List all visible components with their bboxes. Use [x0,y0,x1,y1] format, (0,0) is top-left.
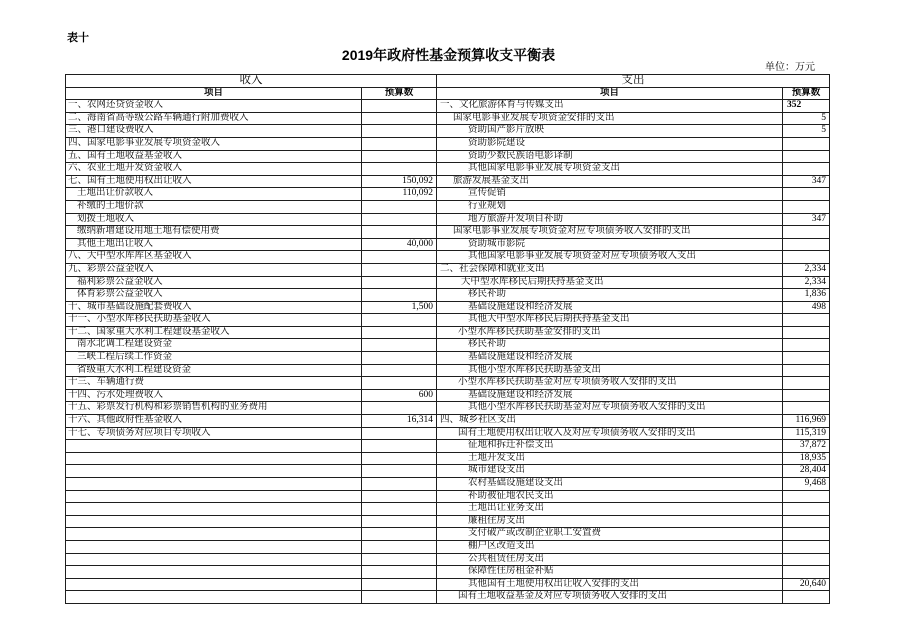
expense-amount [783,541,830,554]
expense-item: 宣传促销 [437,188,783,201]
expense-item: 土地开发支出 [437,453,783,466]
expense-amount: 28,404 [783,465,830,478]
income-item [66,528,362,541]
table-row [66,113,830,126]
expense-item: 国家电影事业发展专项资金对应专项债务收入安排的支出 [437,226,783,239]
expense-item: 其他国家电影事业发展专项资金支出 [437,163,783,176]
table-row [66,503,830,516]
table-row [66,163,830,176]
expense-amount [783,566,830,579]
income-item: 十一、小型水库移民扶助基金收入 [66,314,362,327]
table-row [66,138,830,151]
income-item [66,453,362,466]
expense-item: 国有土地使用权出让收入及对应专项债务收入安排的支出 [437,428,783,441]
expense-item: 行业规划 [437,201,783,214]
income-amount: 600 [362,390,437,403]
income-amount [362,516,437,529]
table-row [66,554,830,567]
income-item: 三、港口建设费收入 [66,125,362,138]
income-item: 十三、车辆通行费 [66,377,362,390]
income-amount [362,554,437,567]
table-row [66,390,830,403]
table-row [66,566,830,579]
expense-amount: 347 [783,214,830,227]
table-row [66,188,830,201]
income-amount [362,453,437,466]
expense-amount [783,503,830,516]
income-amount [362,579,437,592]
budget-table [65,74,830,604]
table-row [66,239,830,252]
income-amount [362,138,437,151]
income-item: 其他土地出让收入 [66,239,362,252]
income-item: 十七、专项债务对应项目专项收入 [66,428,362,441]
table-row [66,289,830,302]
table-row [66,465,830,478]
expense-item: 资助影院建设 [437,138,783,151]
expense-item: 四、城乡社区支出 [437,415,783,428]
table-row [66,277,830,290]
income-item: 土地出让价款收入 [66,188,362,201]
income-amount [362,465,437,478]
expense-amount [783,377,830,390]
table-row [66,591,830,604]
expense-amount [783,251,830,264]
income-item [66,503,362,516]
income-amount [362,528,437,541]
income-amount [362,478,437,491]
unit-label: 单位：万元 [765,62,815,73]
income-item: 三峡工程后续工作资金 [66,352,362,365]
expense-item: 基础设施建设和经济发展 [437,352,783,365]
expense-item: 移民补助 [437,339,783,352]
table-row [66,176,830,189]
table-row [66,365,830,378]
income-item [66,554,362,567]
table-row [66,352,830,365]
income-amount [362,151,437,164]
expense-item: 其他国有土地使用权出让收入安排的支出 [437,579,783,592]
table-row [66,528,830,541]
income-amount: 110,092 [362,188,437,201]
income-amount: 1,500 [362,302,437,315]
table-row [66,214,830,227]
expense-item: 城市建设支出 [437,465,783,478]
income-amount [362,277,437,290]
expense-item: 小型水库移民扶助基金对应专项债务收入安排的支出 [437,377,783,390]
income-item: 十、城市基础设施配套费收入 [66,302,362,315]
expense-amount: 498 [783,302,830,315]
expense-amount [783,226,830,239]
expense-item: 支付破产或改制企业职工安置费 [437,528,783,541]
expense-item: 一、文化旅游体育与传媒支出 [437,100,783,113]
income-amount [362,566,437,579]
expense-item: 小型水库移民扶助基金安排的支出 [437,327,783,340]
table-row [66,415,830,428]
expense-item: 征地和拆迁补偿支出 [437,440,783,453]
expense-amount [783,390,830,403]
income-item [66,465,362,478]
table-row [66,491,830,504]
expense-item: 其他小型水库移民扶助基金对应专项债务收入安排的支出 [437,402,783,415]
income-item: 补缴的土地价款 [66,201,362,214]
income-item [66,566,362,579]
expense-amount: 1,836 [783,289,830,302]
table-row [66,151,830,164]
expense-amount [783,239,830,252]
column-header-row [66,88,830,101]
income-amount [362,214,437,227]
expense-amount: 20,640 [783,579,830,592]
expense-amount [783,138,830,151]
income-amount [362,365,437,378]
income-amount [362,402,437,415]
table-row [66,541,830,554]
income-item: 六、农业土地开发资金收入 [66,163,362,176]
table-row [66,478,830,491]
income-item [66,478,362,491]
expense-item: 棚户区改造支出 [437,541,783,554]
table-row [66,428,830,441]
expense-item: 二、社会保障和就业支出 [437,264,783,277]
income-item: 体育彩票公益金收入 [66,289,362,302]
expense-item: 公共租赁住房支出 [437,554,783,567]
expense-item: 农村基础设施建设支出 [437,478,783,491]
income-item: 十二、国家重大水利工程建设基金收入 [66,327,362,340]
income-item: 省级重大水利工程建设资金 [66,365,362,378]
expense-amount [783,491,830,504]
table-label: 表十 [67,32,89,44]
expense-amount: 5 [783,125,830,138]
expense-amount [783,314,830,327]
table-row [66,453,830,466]
table-row [66,402,830,415]
table-row [66,226,830,239]
income-amount [362,327,437,340]
income-amount [362,100,437,113]
expense-item: 基础设施建设和经济发展 [437,390,783,403]
income-amount-header: 预算数 [362,88,437,101]
expense-item: 其他大中型水库移民后期扶持基金支出 [437,314,783,327]
table-row [66,327,830,340]
income-item: 九、彩票公益金收入 [66,264,362,277]
table-row [66,314,830,327]
expense-amount: 2,334 [783,277,830,290]
income-amount [362,264,437,277]
expense-item: 地方旅游开发项目补助 [437,214,783,227]
income-amount [362,352,437,365]
income-item: 七、国有土地使用权出让收入 [66,176,362,189]
header-row [66,75,830,88]
income-header: 收入 [66,75,437,88]
expense-amount [783,516,830,529]
expense-amount: 116,969 [783,415,830,428]
income-amount [362,377,437,390]
expense-amount: 9,468 [783,478,830,491]
expense-item: 资助少数民族语电影译制 [437,151,783,164]
table-row [66,440,830,453]
expense-amount [783,163,830,176]
income-item [66,579,362,592]
table-row [66,264,830,277]
expense-amount: 5 [783,113,830,126]
income-amount [362,314,437,327]
table-row [66,201,830,214]
expense-item: 其他小型水库移民扶助基金支出 [437,365,783,378]
expense-item: 国有土地收益基金及对应专项债务收入安排的支出 [437,591,783,604]
income-item-header: 项目 [66,88,362,101]
expense-amount: 18,935 [783,453,830,466]
expense-item: 土地出让业务支出 [437,503,783,516]
income-amount [362,428,437,441]
income-item: 十四、污水处理费收入 [66,390,362,403]
table-row [66,377,830,390]
expense-item: 资助国产影片放映 [437,125,783,138]
income-amount [362,163,437,176]
table-row [66,579,830,592]
expense-amount: 352 [783,100,830,113]
expense-amount [783,528,830,541]
income-item [66,591,362,604]
income-amount [362,226,437,239]
income-item [66,541,362,554]
income-item: 划拨土地收入 [66,214,362,227]
income-amount: 150,092 [362,176,437,189]
income-item: 南水北调工程建设资金 [66,339,362,352]
income-amount [362,251,437,264]
expense-item: 保障性住房租金补贴 [437,566,783,579]
income-amount [362,289,437,302]
income-amount: 16,314 [362,415,437,428]
income-item: 十六、其他政府性基金收入 [66,415,362,428]
expense-item: 其他国家电影事业发展专项资金对应专项债务收入支出 [437,251,783,264]
income-amount [362,541,437,554]
table-row [66,125,830,138]
income-item: 五、国有土地收益基金收入 [66,151,362,164]
expense-item: 资助城市影院 [437,239,783,252]
expense-item: 大中型水库移民后期扶持基金支出 [437,277,783,290]
expense-item: 国家电影事业发展专项资金安排的支出 [437,113,783,126]
expense-item: 基础设施建设和经济发展 [437,302,783,315]
income-item: 一、农网还贷资金收入 [66,100,362,113]
income-amount [362,339,437,352]
table-row [66,516,830,529]
income-item: 二、海南省高等级公路车辆通行附加费收入 [66,113,362,126]
expense-amount [783,339,830,352]
expense-item: 移民补助 [437,289,783,302]
expense-amount-header: 预算数 [783,88,830,101]
expense-header: 支出 [437,75,830,88]
income-amount [362,201,437,214]
expense-amount [783,327,830,340]
expense-amount [783,201,830,214]
income-amount [362,125,437,138]
income-item: 八、大中型水库库区基金收入 [66,251,362,264]
income-item [66,440,362,453]
income-amount [362,503,437,516]
income-amount [362,113,437,126]
expense-amount [783,554,830,567]
table-row [66,339,830,352]
expense-amount [783,591,830,604]
expense-amount [783,365,830,378]
income-amount: 40,000 [362,239,437,252]
income-amount [362,591,437,604]
expense-amount: 347 [783,176,830,189]
income-item: 福利彩票公益金收入 [66,277,362,290]
income-item: 十五、彩票发行机构和彩票销售机构的业务费用 [66,402,362,415]
expense-amount [783,352,830,365]
income-amount [362,491,437,504]
income-item: 四、国家电影事业发展专项资金收入 [66,138,362,151]
income-item [66,491,362,504]
expense-item-header: 项目 [437,88,783,101]
expense-item: 旅游发展基金支出 [437,176,783,189]
expense-item: 廉租住房支出 [437,516,783,529]
expense-amount: 37,872 [783,440,830,453]
expense-item: 补助被征地农民支出 [437,491,783,504]
expense-amount: 2,334 [783,264,830,277]
income-amount [362,440,437,453]
table-row [66,100,830,113]
table-row [66,302,830,315]
income-item [66,516,362,529]
expense-amount [783,188,830,201]
income-item: 缴纳新增建设用地土地有偿使用费 [66,226,362,239]
expense-amount: 115,319 [783,428,830,441]
expense-amount [783,151,830,164]
table-row [66,251,830,264]
expense-amount [783,402,830,415]
page-title: 2019年政府性基金预算收支平衡表 [341,47,556,63]
